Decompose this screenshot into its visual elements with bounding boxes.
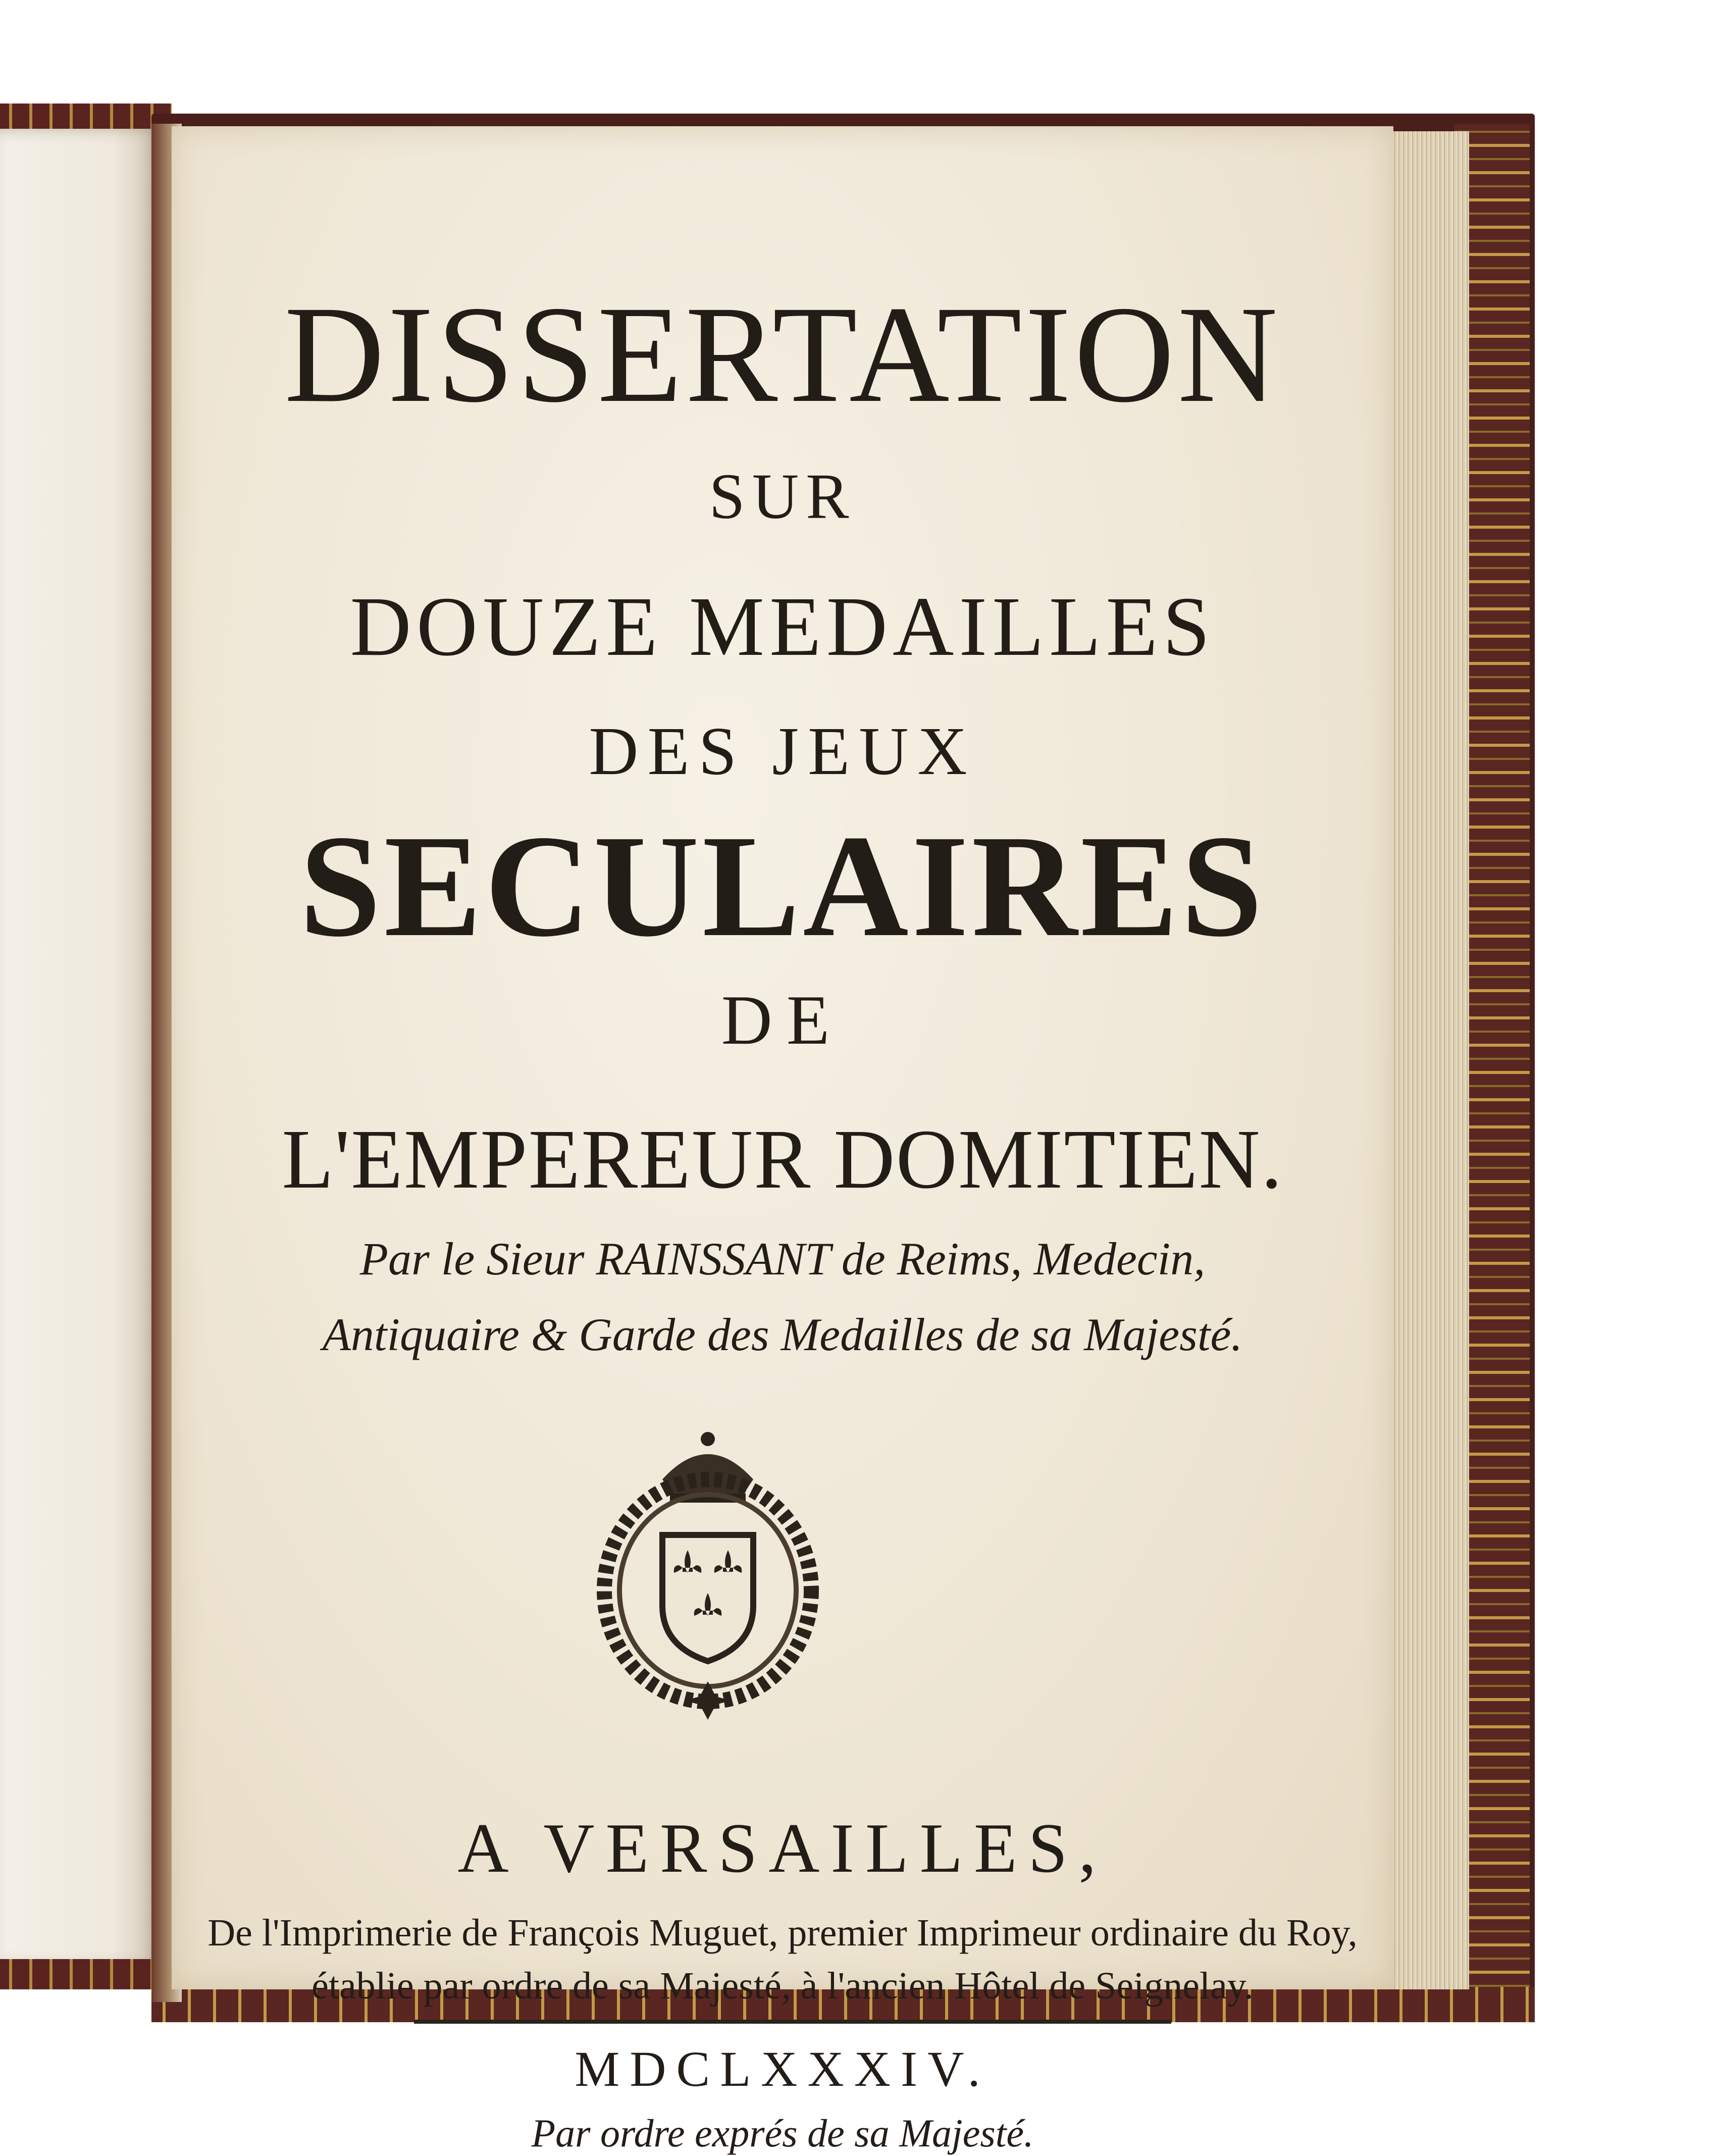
imprint-place: A VERSAILLES,	[457, 1809, 1108, 1887]
author-line-2: Antiquaire & Garde des Medailles de sa Majesté.	[322, 1309, 1243, 1360]
title-line-seculaires: SECULAIRES	[299, 805, 1266, 967]
imprint-rule	[414, 2020, 1171, 2024]
title-line-sur: SUR	[709, 460, 856, 532]
title-line-empereur: L'EMPEREUR DOMITIEN.	[282, 1112, 1283, 1206]
title-line-de: DE	[721, 981, 844, 1059]
imprint-date: MDCLXXXIV.	[575, 2041, 991, 2097]
royal-arms-fleur-de-lis-icon	[587, 1419, 829, 1732]
left-endpaper-page	[0, 129, 162, 1967]
left-board-gilt-edge-bottom	[0, 1959, 157, 1989]
imprint-line-1: De l'Imprimerie de François Muguet, premier Imprimeur ordinaire du Roy,	[207, 1912, 1358, 1954]
title-line-douze-medailles: DOUZE MEDAILLES	[350, 580, 1215, 674]
text-block-fore-edge	[1383, 131, 1469, 1989]
order-note: Par ordre exprés de sa Majesté.	[531, 2111, 1034, 2155]
title-line-des-jeux: DES JEUX	[589, 713, 976, 789]
author-line-1: Par le Sieur RAINSSANT de Reims, Medecin,	[359, 1233, 1206, 1285]
imprint-line-2: établie par ordre de sa Majesté, à l'ancien Hôtel de Seignelay.	[311, 1965, 1254, 2007]
title: DISSERTATION	[284, 278, 1281, 431]
title-page	[172, 126, 1393, 2155]
